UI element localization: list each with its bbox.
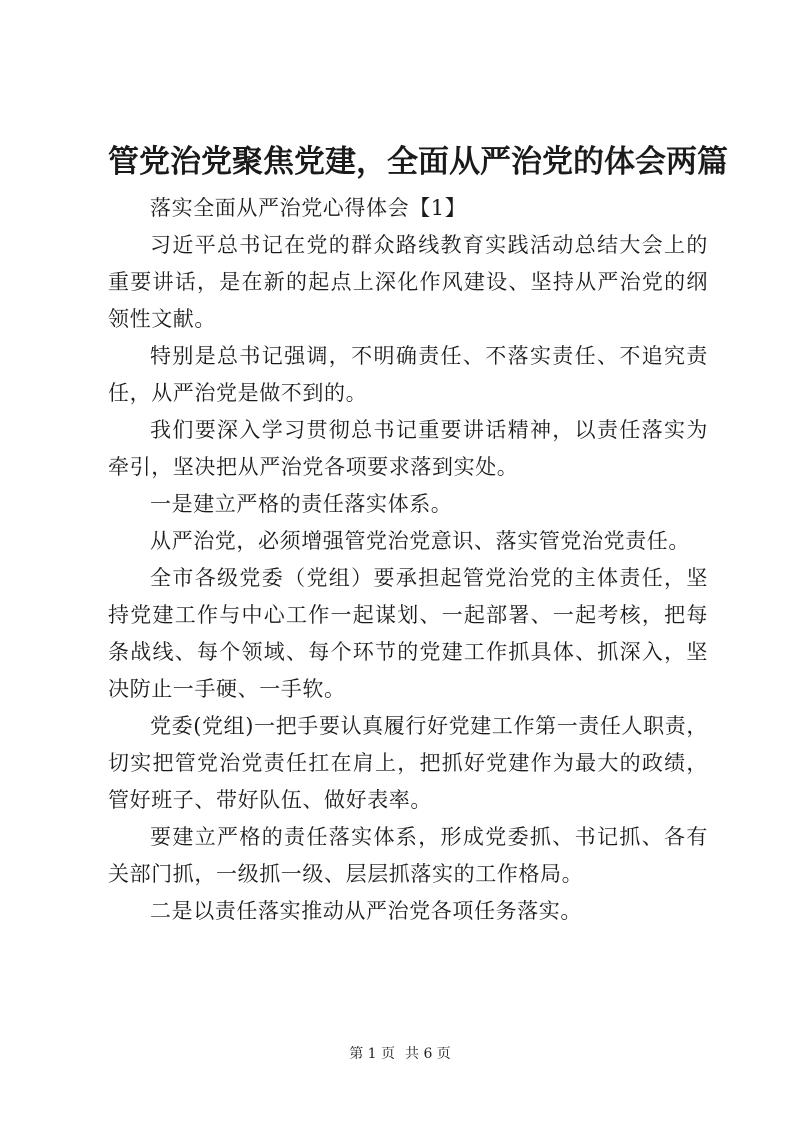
paragraph: 从严治党，必须增强管党治党意识、落实管党治党责任。 [150,529,690,553]
paragraph: 我们要深入学习贯彻总书记重要讲话精神，以责任落实为牵引，坚决把从严治党各项要求落到实处。 [108,418,708,479]
page-number: 第 1 页 [349,1046,395,1062]
page-footer [0,1044,800,1064]
document-title: 管党治党聚焦党建，全面从严治党的体会两篇 [108,144,728,180]
paragraph-section-heading: 一是建立严格的责任落实体系。 [150,492,453,516]
document-body [108,190,708,930]
paragraph: 全市各级党委（党组）要承担起管党治党的主体责任，坚持党建工作与中心工作一起谋划、一起部署、一起考核，把每条战线、每个领域、每个环节的党建工作抓具体、抓深入，坚决防止一手硬、一手软。 [108,566,708,701]
paragraph-subtitle: 落实全面从严治党心得体会【1】 [150,196,467,220]
paragraph: 党委(党组)一把手要认真履行好党建工作第一责任人职责，切实把管党治党责任扛在肩上，把抓好党建作为最大的政绩，管好班子、带好队伍、做好表率。 [108,714,708,812]
page-total: 共 6 页 [405,1046,451,1062]
paragraph-section-heading: 二是以责任落实推动从严治党各项任务落实。 [150,899,582,923]
paragraph: 要建立严格的责任落实体系，形成党委抓、书记抓、各有关部门抓，一级抓一级、层层抓落实的工作格局。 [108,825,708,886]
paragraph: 习近平总书记在党的群众路线教育实践活动总结大会上的重要讲话，是在新的起点上深化作风建设、坚持从严治党的纲领性文献。 [108,233,708,331]
paragraph: 特别是总书记强调，不明确责任、不落实责任、不追究责任，从严治党是做不到的。 [108,344,708,405]
